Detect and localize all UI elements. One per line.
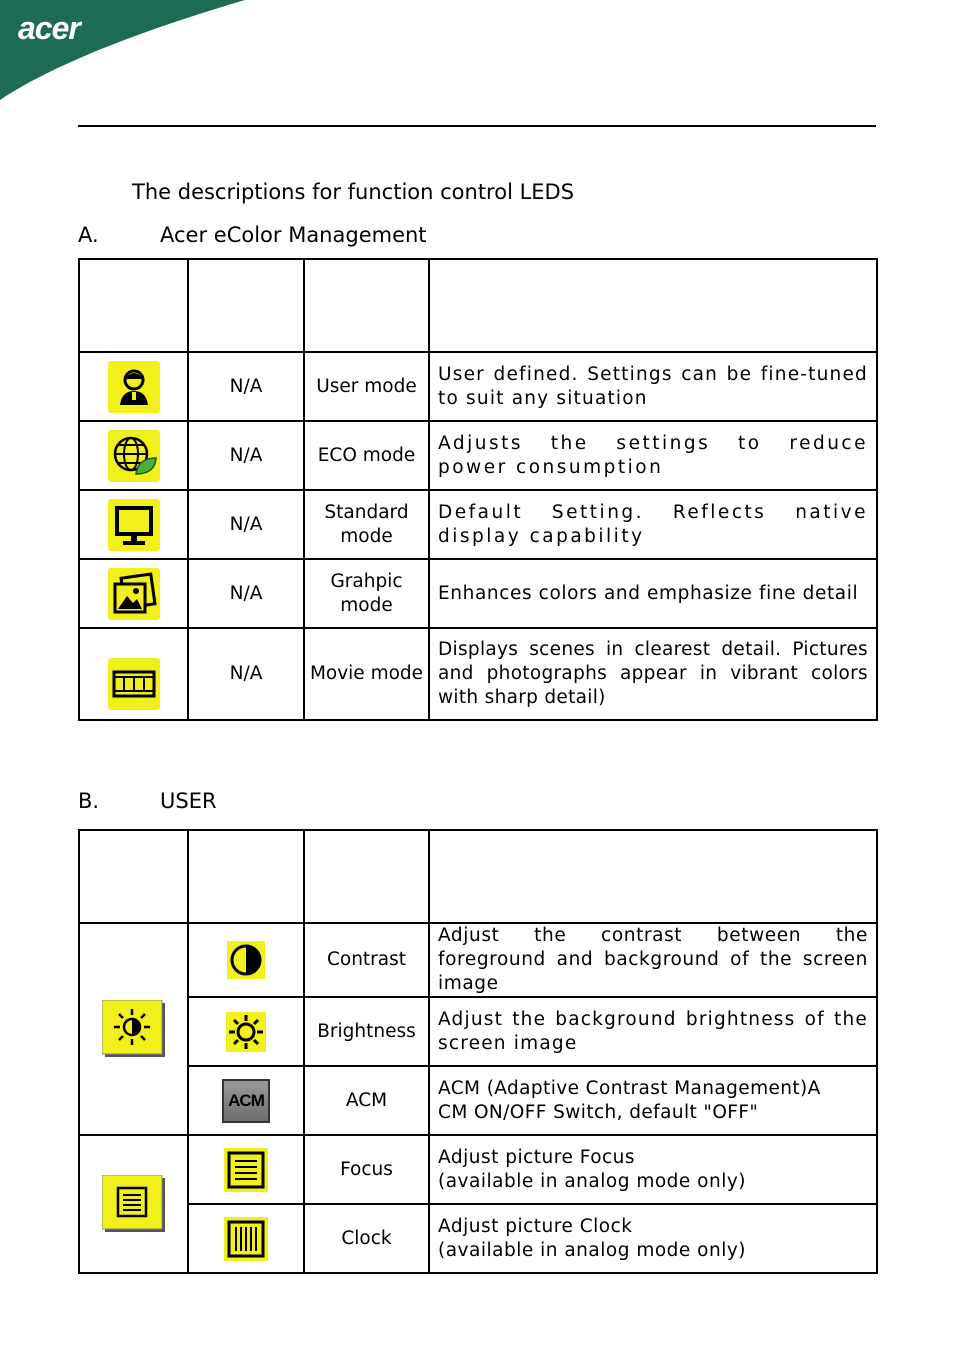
name-cell: Clock (304, 1204, 429, 1273)
code-cell: N/A (188, 352, 304, 421)
icon-cell (188, 923, 304, 997)
clock-icon (224, 1217, 268, 1261)
name-cell: Brightness (304, 997, 429, 1066)
desc-cell: Adjust the contrast between the foreground and background of the screen image (429, 923, 877, 997)
header-cell (304, 259, 429, 352)
eco-mode-icon (108, 430, 160, 482)
movie-mode-icon (108, 658, 160, 710)
code-cell: N/A (188, 490, 304, 559)
contrast-icon (227, 941, 265, 979)
desc-line: Adjust picture Clock (438, 1215, 633, 1237)
desc-line: (available in analog mode only) (438, 1239, 747, 1261)
header-cell (79, 259, 188, 352)
header-cell (188, 830, 304, 923)
header-cell (429, 259, 877, 352)
intro-text: The descriptions for function control LEDS (132, 180, 575, 204)
name-cell: ACM (304, 1066, 429, 1135)
name-cell: Focus (304, 1135, 429, 1204)
header-cell (188, 259, 304, 352)
acm-icon: ACM (222, 1079, 270, 1123)
graphic-mode-icon (108, 568, 160, 620)
desc-cell: Default Setting. Reflects native display capability (429, 490, 877, 559)
icon-cell (188, 1066, 304, 1135)
group-icon-cell (79, 1135, 188, 1273)
table-row (79, 1204, 877, 1273)
section-a-letter: A. (78, 223, 99, 247)
icon-cell (79, 559, 188, 628)
header-cell (304, 830, 429, 923)
ecolor-header-row (79, 259, 877, 352)
desc-line: CM ON/OFF Switch, default "OFF" (438, 1101, 759, 1123)
table-row (79, 421, 877, 490)
table-row (79, 352, 877, 421)
mode-cell: Grahpic mode (304, 559, 429, 628)
header-cell (429, 830, 877, 923)
header-rule (78, 125, 876, 127)
icon-cell (79, 628, 188, 720)
desc-cell: User defined. Settings can be fine-tuned to suit any situation (429, 352, 877, 421)
desc-line: (available in analog mode only) (438, 1170, 747, 1192)
table-row (79, 559, 877, 628)
desc-line: Adjust picture Focus (438, 1146, 636, 1168)
icon-cell (188, 997, 304, 1066)
brightness-icon (226, 1012, 266, 1052)
code-cell: N/A (188, 628, 304, 720)
focus-icon (224, 1148, 268, 1192)
icon-cell (188, 1135, 304, 1204)
acer-logo: acer (18, 10, 80, 46)
section-b-title: USER (160, 789, 217, 813)
table-row (79, 1135, 877, 1204)
ecolor-table (78, 258, 878, 721)
standard-mode-icon (108, 499, 160, 551)
section-b-letter: B. (78, 789, 100, 813)
desc-cell: Displays scenes in clearest detail. Pictures and photographs appear in vibrant colors with sharp detail) (429, 628, 877, 720)
user-header-row (79, 830, 877, 923)
mode-cell: User mode (304, 352, 429, 421)
mode-cell: ECO mode (304, 421, 429, 490)
table-row (79, 923, 877, 997)
icon-cell (79, 490, 188, 559)
desc-line: ACM (Adaptive Contrast Management)A (438, 1077, 821, 1099)
icon-cell (79, 421, 188, 490)
icon-cell (79, 352, 188, 421)
desc-cell: Adjust the background brightness of the screen image (429, 997, 877, 1066)
desc-cell (429, 1135, 877, 1204)
code-cell: N/A (188, 421, 304, 490)
table-row (79, 628, 877, 720)
user-table (78, 829, 878, 1274)
focus-clock-group-icon (102, 1175, 166, 1233)
header-cell (79, 830, 188, 923)
code-cell: N/A (188, 559, 304, 628)
desc-cell: Enhances colors and emphasize fine detail (429, 559, 877, 628)
icon-cell (188, 1204, 304, 1273)
group-icon-cell (79, 923, 188, 1135)
desc-cell (429, 1204, 877, 1273)
desc-cell (429, 1066, 877, 1135)
desc-cell: Adjusts the settings to reduce power consumption (429, 421, 877, 490)
table-row (79, 1066, 877, 1135)
name-cell: Contrast (304, 923, 429, 997)
user-mode-icon (108, 361, 160, 413)
section-a-title: Acer eColor Management (160, 223, 427, 247)
table-row (79, 490, 877, 559)
brightness-contrast-group-icon (102, 1000, 166, 1058)
table-row (79, 997, 877, 1066)
mode-cell: Standard mode (304, 490, 429, 559)
mode-cell: Movie mode (304, 628, 429, 720)
